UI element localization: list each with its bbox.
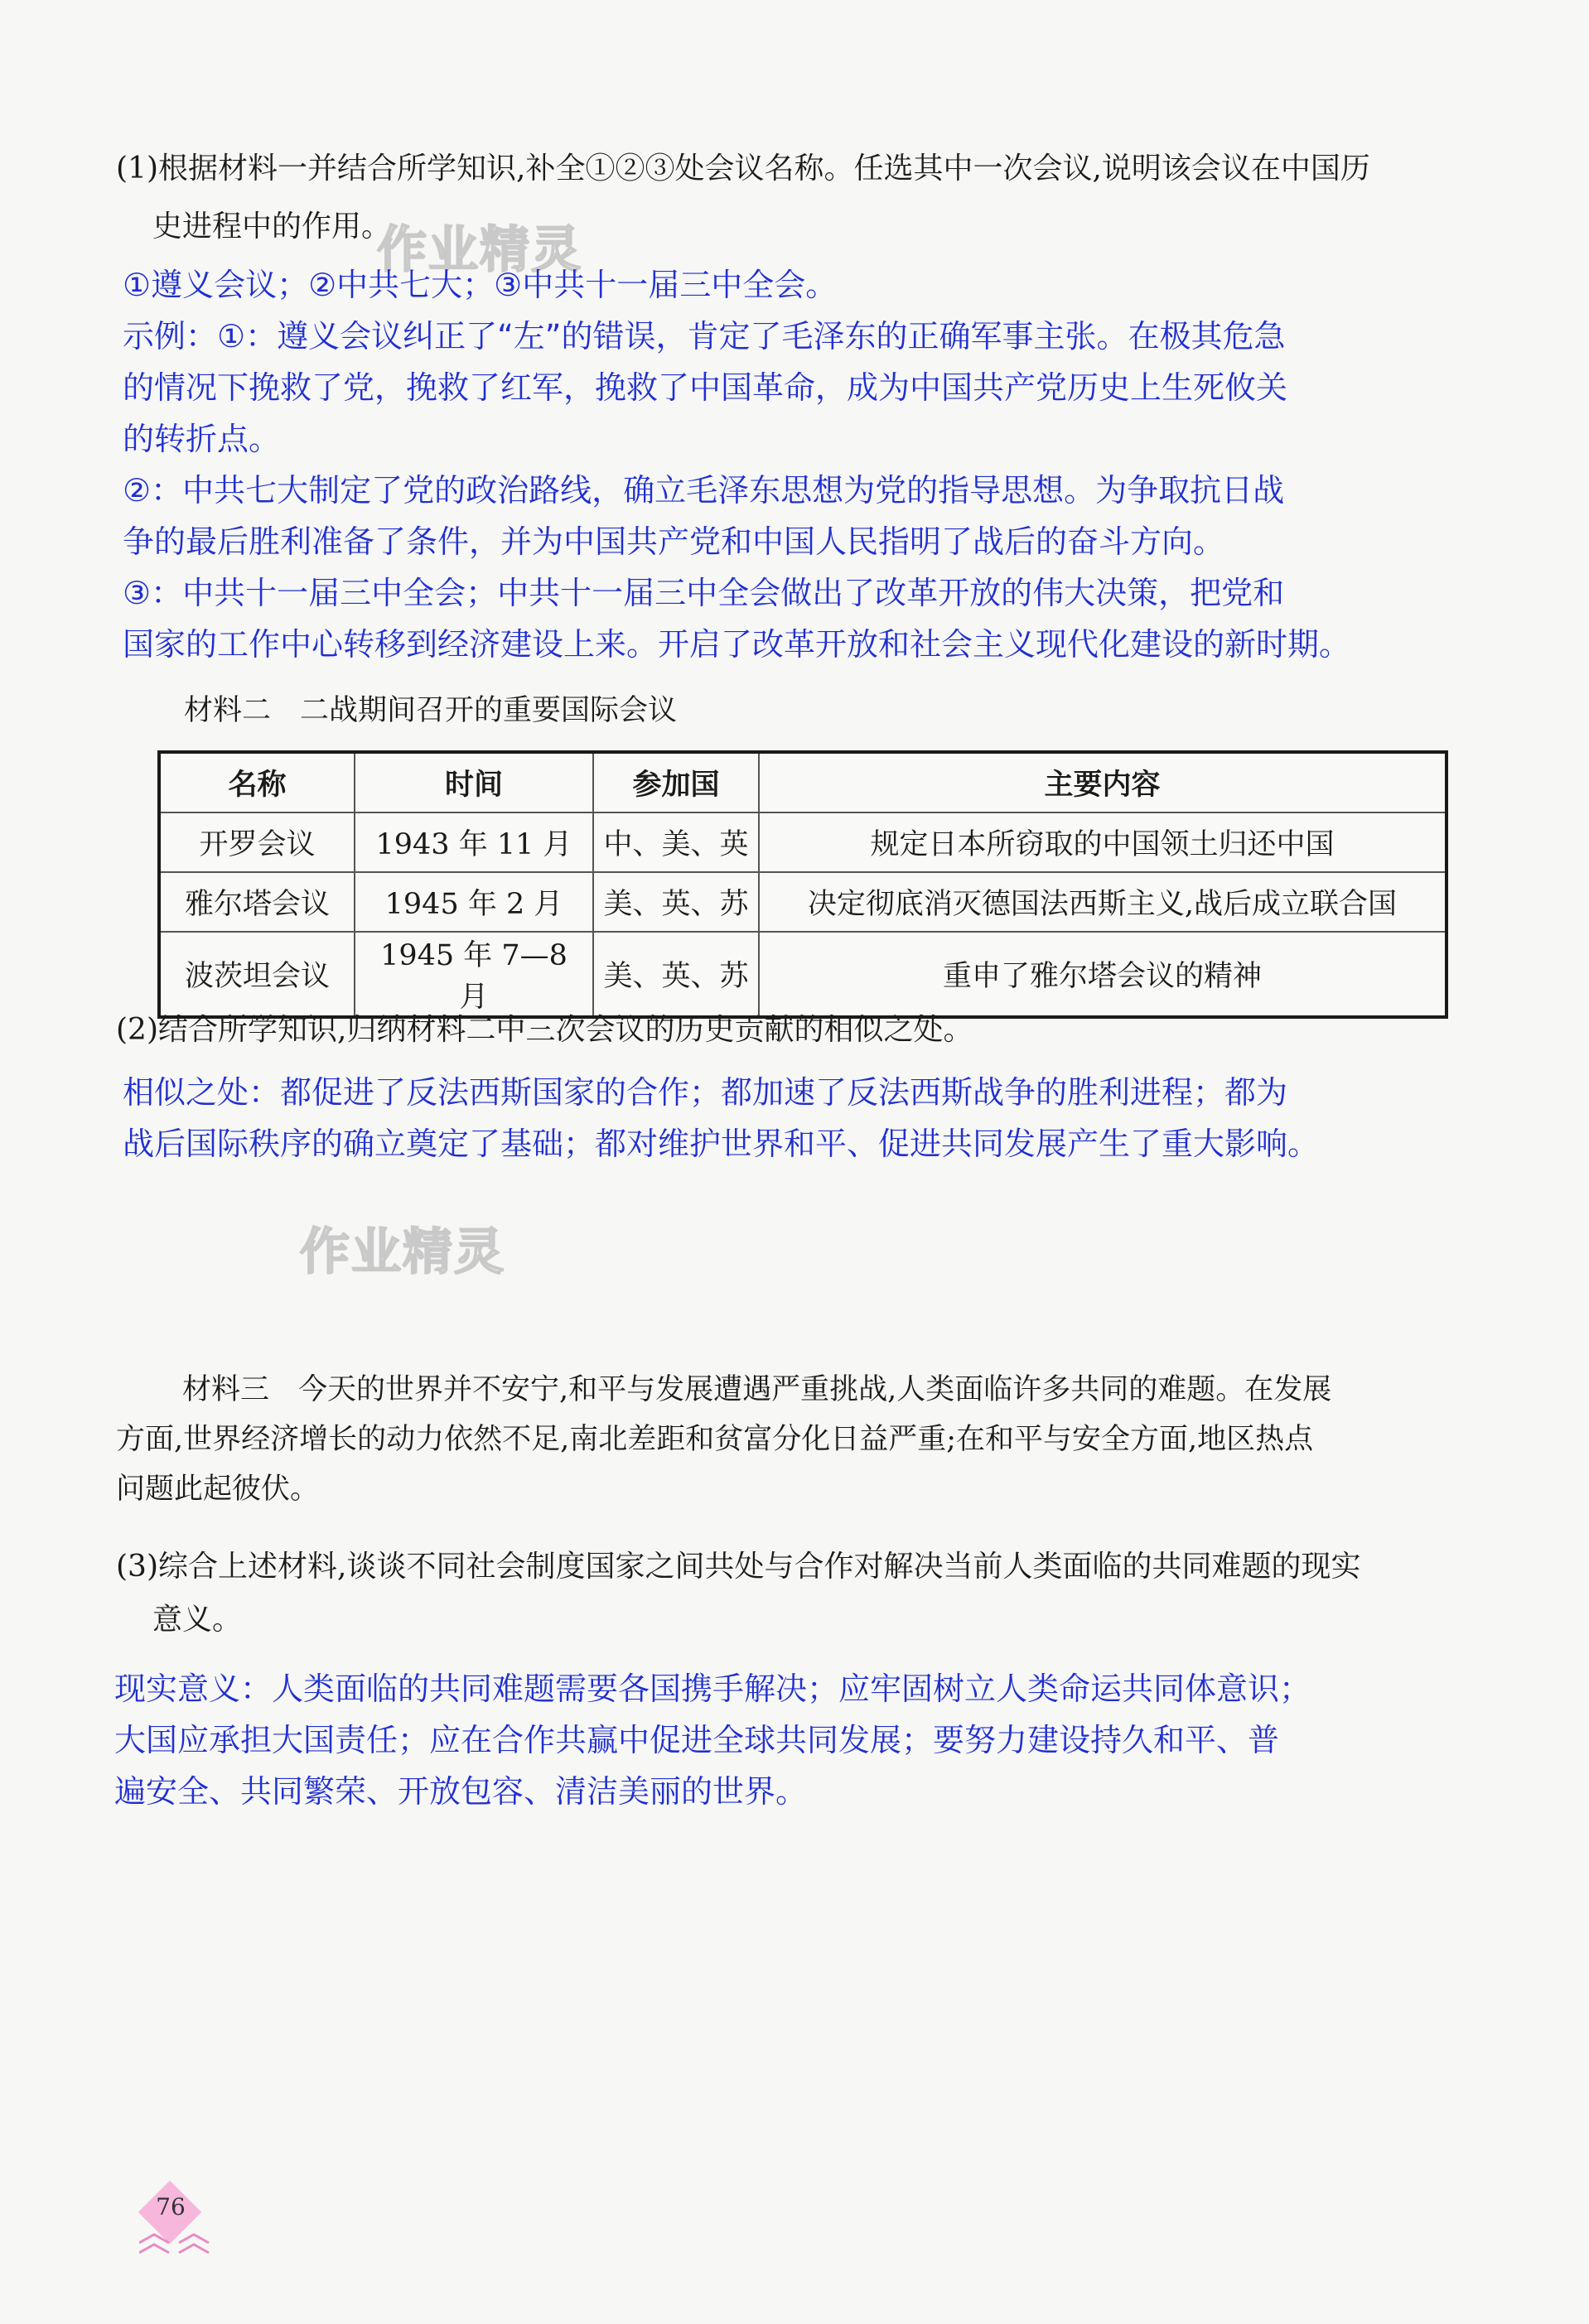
answer-1-line: 示例：①：遵义会议纠正了“左”的错误，肯定了毛泽东的正确军事主张。在极其危急 — [123, 318, 1286, 354]
answer-2-line: 相似之处：都促进了反法西斯国家的合作；都加速了反法西斯战争的胜利进程；都为 — [123, 1074, 1288, 1111]
table-cell: 开罗会议 — [159, 812, 355, 872]
table-cell: 1945 年 7—8 月 — [355, 932, 593, 1017]
material-2-title: 材料二 二战期间召开的重要国际会议 — [184, 694, 678, 727]
question-3 — [116, 1544, 1508, 1643]
material-3 — [116, 1365, 1331, 1514]
table-cell: 规定日本所窃取的中国领土归还中国 — [759, 812, 1447, 872]
material-3-line: 问题此起彼伏。 — [116, 1473, 320, 1506]
answer-2 — [123, 1067, 1319, 1169]
table-header: 时间 — [355, 752, 593, 812]
table-cell: 决定彻底消灭德国法西斯主义,战后成立联合国 — [759, 872, 1447, 932]
table-row — [159, 932, 1447, 1017]
answer-3-line: 遍安全、共同繁荣、开放包容、清洁美丽的世界。 — [114, 1773, 808, 1810]
table-header: 参加国 — [593, 752, 759, 812]
answer-3 — [114, 1663, 1311, 1817]
table-cell: 1945 年 2 月 — [355, 872, 593, 932]
table-cell: 中、美、英 — [593, 812, 759, 872]
answer-1-line: ②：中共七大制定了党的政治路线，确立毛泽东思想为党的指导思想。为争取抗日战 — [123, 472, 1285, 509]
question-2: (2)结合所学知识,归纳材料二中三次会议的历史贡献的相似之处。 — [116, 1013, 973, 1047]
chevron-decoration-icon — [139, 2231, 214, 2264]
question-1-line-2: 史进程中的作用。 — [152, 210, 392, 243]
watermark-middle: 作业精灵 — [300, 1223, 505, 1281]
table-header: 名称 — [159, 752, 355, 812]
table-cell: 1943 年 11 月 — [355, 812, 593, 872]
answer-1-line: 的情况下挽救了党，挽救了红军，挽救了中国革命，成为中国共产党历史上生死攸关 — [123, 369, 1288, 406]
table-cell: 美、英、苏 — [593, 932, 759, 1017]
table-header-row — [159, 752, 1447, 812]
answer-3-line: 现实意义：人类面临的共同难题需要各国携手解决；应牢固树立人类命运共同体意识； — [114, 1671, 1311, 1707]
answer-1-line: 国家的工作中心转移到经济建设上来。开启了改革开放和社会主义现代化建设的新时期。 — [123, 626, 1351, 663]
question-3-line-2: 意义。 — [152, 1603, 243, 1637]
answer-2-line: 战后国际秩序的确立奠定了基础；都对维护世界和平、促进共同发展产生了重大影响。 — [123, 1126, 1320, 1162]
table-row — [159, 872, 1447, 932]
question-1-line-1: (1)根据材料一并结合所学知识,补全①②③处会议名称。任选其中一次会议,说明该会议在中国历 — [116, 152, 1370, 186]
material-3-line: 方面,世界经济增长的动力依然不足,南北差距和贫富分化日益严重;在和平与安全方面,地区热点 — [116, 1423, 1314, 1456]
question-3-line-1: (3)综合上述材料,谈谈不同社会制度国家之间共处与合作对解决当前人类面临的共同难题的现实 — [116, 1550, 1361, 1584]
table-header: 主要内容 — [759, 752, 1447, 812]
material-3-line: 材料三 今天的世界并不安宁,和平与发展遭遇严重挑战,人类面临许多共同的难题。在发展 — [182, 1373, 1332, 1406]
answer-1-line: ①遵义会议；②中共七大；③中共十一届三中全会。 — [123, 267, 838, 303]
table-row — [159, 812, 1447, 872]
question-1 — [116, 146, 1508, 250]
page-number-badge — [139, 2182, 202, 2244]
table-cell: 雅尔塔会议 — [159, 872, 355, 932]
table-cell: 美、英、苏 — [593, 872, 759, 932]
answer-1-line: 的转折点。 — [123, 421, 281, 457]
watermark-top: 作业精灵 — [377, 221, 582, 279]
table-cell: 波茨坦会议 — [159, 932, 355, 1017]
conference-table — [157, 750, 1448, 1019]
answer-3-line: 大国应承担大国责任；应在合作共赢中促进全球共同发展；要努力建设持久和平、普 — [114, 1722, 1280, 1758]
page-number: 76 — [156, 2193, 186, 2220]
table-cell: 重申了雅尔塔会议的精神 — [759, 932, 1447, 1017]
answer-1 — [123, 259, 1350, 670]
answer-1-line: 争的最后胜利准备了条件，并为中国共产党和中国人民指明了战后的奋斗方向。 — [123, 523, 1225, 560]
answer-1-line: ③：中共十一届三中全会；中共十一届三中全会做出了改革开放的伟大决策，把党和 — [123, 575, 1285, 611]
